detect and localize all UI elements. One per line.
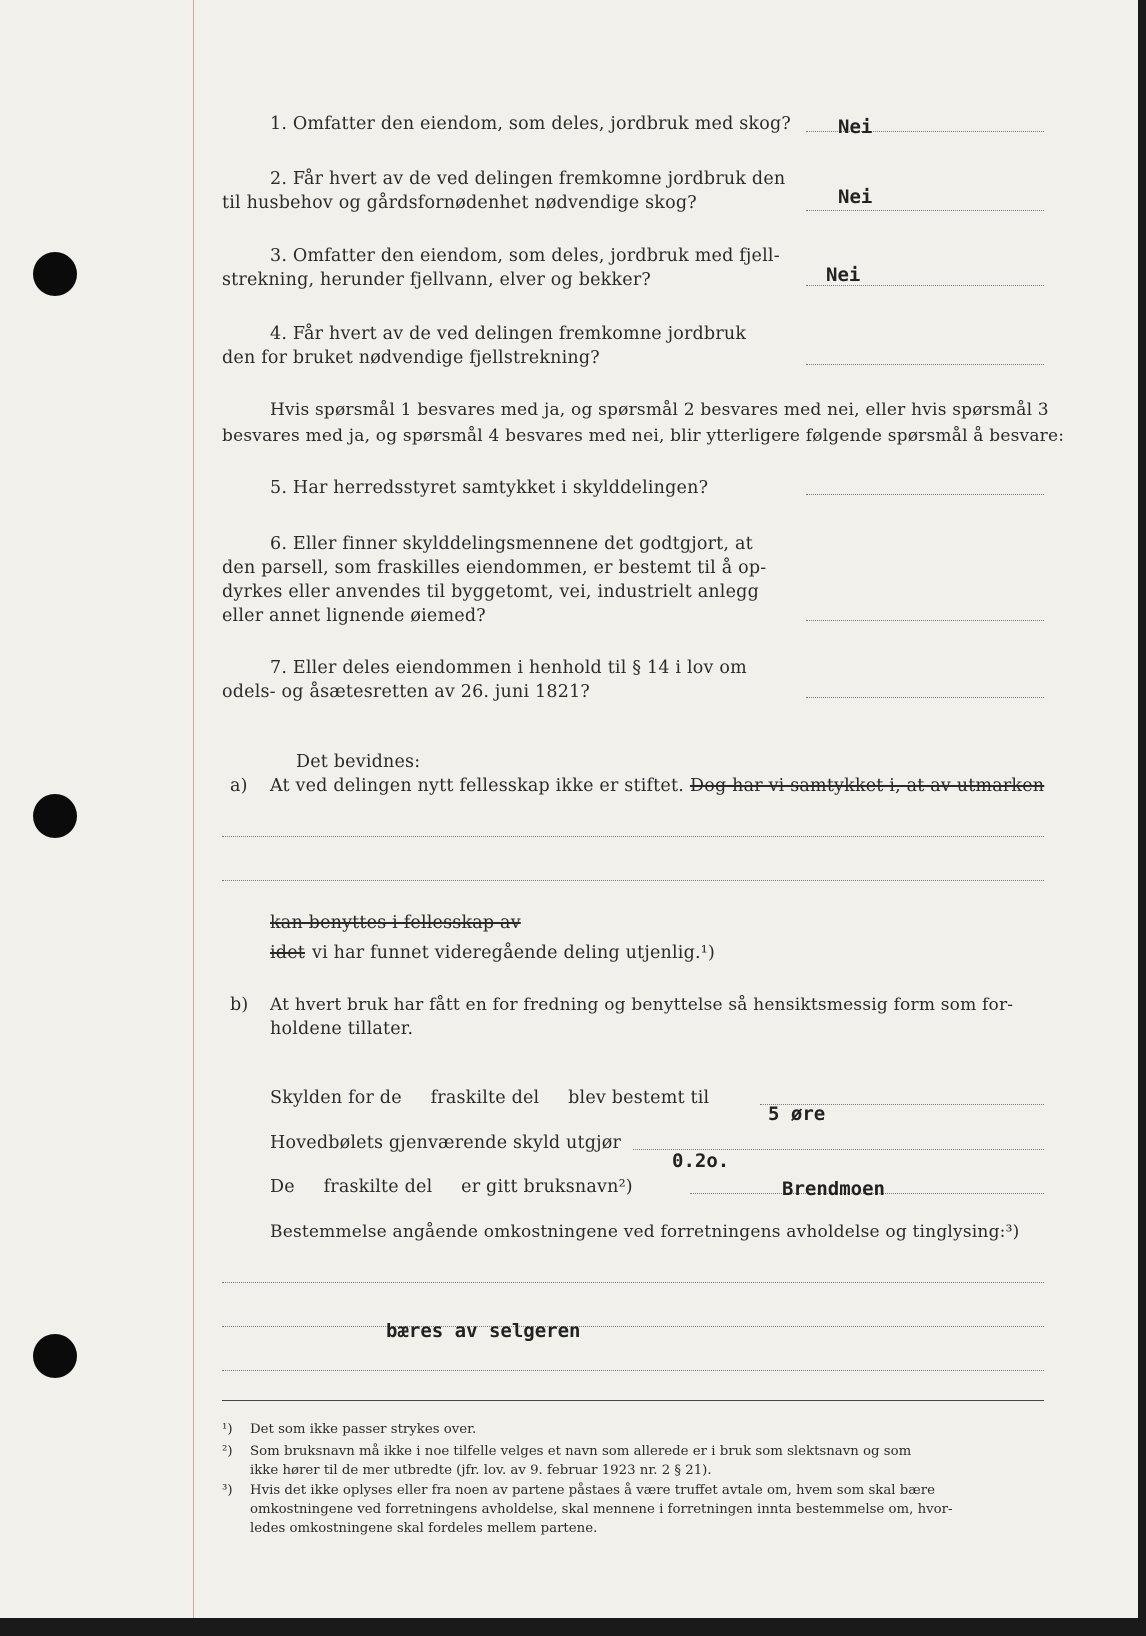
footnote-2-mark: ²): [222, 1444, 233, 1459]
attest-a-blank-line-2: [222, 880, 1044, 881]
footnote-3-line-1: Hvis det ikke oplyses eller fra noen av partene påstaes å være truffet avtale om, hvem som skal bære: [250, 1483, 935, 1498]
question-4-line-2: den for bruket nødvendige fjellstrekning?: [222, 348, 600, 368]
hovedbol-label: Hovedbølets gjenværende skyld utgjør: [270, 1133, 622, 1153]
footnote-3-mark: ³): [222, 1483, 233, 1498]
question-3-answer: Nei: [826, 264, 861, 286]
attest-b-line-2: holdene tillater.: [270, 1019, 414, 1039]
question-6-answer-line: [806, 620, 1044, 621]
punch-hole-bottom: [33, 1334, 77, 1378]
question-6-line-3: dyrkes eller anvendes til byggetomt, vei, industrielt anlegg: [222, 582, 759, 602]
footnote-3: [222, 1481, 935, 1500]
question-4-answer-line: [806, 364, 1044, 365]
question-6-line-2: den parsell, som fraskilles eiendommen, er bestemt til å op-: [222, 558, 767, 578]
footnote-2-line-1: Som bruksnavn må ikke i noe tilfelle velges et navn som allerede er i bruk som slektsnavn og som: [250, 1444, 912, 1459]
attest-b-line-1: At hvert bruk har fått en for fredning og benyttelse så hensiktsmessig form som for-: [270, 995, 1014, 1015]
question-4-line-1: 4. Får hvert av de ved delingen fremkomne jordbruk: [270, 324, 747, 344]
question-5-text: 5. Har herredsstyret samtykket i skylddelingen?: [270, 478, 709, 498]
hovedbol-value: 0.2o.: [672, 1150, 730, 1172]
skyld-value: 5 øre: [768, 1103, 826, 1125]
attest-a-text: At ved delingen nytt fellesskap ikke er stiftet.: [270, 776, 684, 796]
footnote-3-cont-2: [222, 1519, 597, 1538]
omkostning-value: bæres av selgeren: [386, 1320, 581, 1342]
skyld-label: Skylden for de fraskilte del blev bestemt til: [270, 1088, 710, 1108]
question-2-answer: Nei: [838, 186, 873, 208]
attest-b-label: b): [230, 995, 249, 1015]
question-7-line-1: 7. Eller deles eiendommen i henhold til § 14 i lov om: [270, 658, 747, 678]
attest-a-struck: Dog har vi samtykket i, at av utmarken: [690, 776, 1045, 796]
condition-line-2: besvares med ja, og spørsmål 4 besvares med nei, blir ytterligere følgende spørsmål å besvare:: [222, 426, 1065, 446]
attest-a-label: a): [230, 776, 248, 796]
footnote-2-line-2: ikke hører til de mer utbredte (jfr. lov. av 9. februar 1923 nr. 2 § 21).: [250, 1463, 712, 1478]
question-3-line-2: strekning, herunder fjellvann, elver og bekker?: [222, 270, 651, 290]
footnote-3-line-2: omkostningene ved forretningens avholdelse, skal mennene i forretningen innta bestemmelse om, hvor-: [250, 1502, 953, 1517]
omkostning-line-1: [222, 1282, 1044, 1283]
attest-a-rest: vi har funnet videregående deling utjenlig.¹): [312, 943, 716, 963]
attest-a-blank-line-1: [222, 836, 1044, 837]
attest-a-struck-3: idet: [270, 943, 305, 963]
footnote-1: [222, 1420, 476, 1439]
question-5-answer-line: [806, 494, 1044, 495]
question-1-text: 1. Omfatter den eiendom, som deles, jordbruk med skog?: [270, 114, 791, 134]
punch-hole-top: [33, 252, 77, 296]
footnote-3-cont-1: [222, 1500, 953, 1519]
question-2-answer-line: [806, 210, 1044, 211]
question-7-answer-line: [806, 697, 1044, 698]
question-3-line-1: 3. Omfatter den eiendom, som deles, jordbruk med fjell-: [270, 246, 780, 266]
footnote-1-text: Det som ikke passer strykes over.: [250, 1422, 477, 1437]
footnote-1-mark: ¹): [222, 1422, 233, 1437]
bruksnavn-label: De fraskilte del er gitt bruksnavn²): [270, 1177, 633, 1197]
margin-rule: [193, 0, 194, 1618]
question-7-line-2: odels- og åsætesretten av 26. juni 1821?: [222, 682, 590, 702]
attest-heading: Det bevidnes:: [296, 752, 421, 772]
footnote-2-cont: [222, 1461, 712, 1480]
omkostning-line-3: [222, 1370, 1044, 1371]
question-2-line-1: 2. Får hvert av de ved delingen fremkomne jordbruk den: [270, 169, 786, 189]
question-2-line-2: til husbehov og gårdsfornødenhet nødvendige skog?: [222, 193, 697, 213]
attest-a-struck-2: kan benyttes i fellesskap av: [270, 913, 521, 933]
footnote-2: [222, 1442, 911, 1461]
question-6-line-4: eller annet lignende øiemed?: [222, 606, 486, 626]
bruksnavn-value: Brendmoen: [782, 1178, 885, 1200]
punch-hole-middle: [33, 794, 77, 838]
omkostning-line-2: [222, 1326, 1044, 1327]
question-1-answer: Nei: [838, 116, 873, 138]
footnote-3-line-3: ledes omkostningene skal fordeles mellem partene.: [250, 1521, 598, 1536]
omkostning-label: Bestemmelse angående omkostningene ved forretningens avholdelse og tinglysing:³): [270, 1222, 1020, 1242]
question-6-line-1: 6. Eller finner skylddelingsmennene det godtgjort, at: [270, 534, 753, 554]
footnote-separator: [222, 1400, 1044, 1401]
condition-line-1: Hvis spørsmål 1 besvares med ja, og spørsmål 2 besvares med nei, eller hvis spørsmål 3: [270, 400, 1049, 420]
